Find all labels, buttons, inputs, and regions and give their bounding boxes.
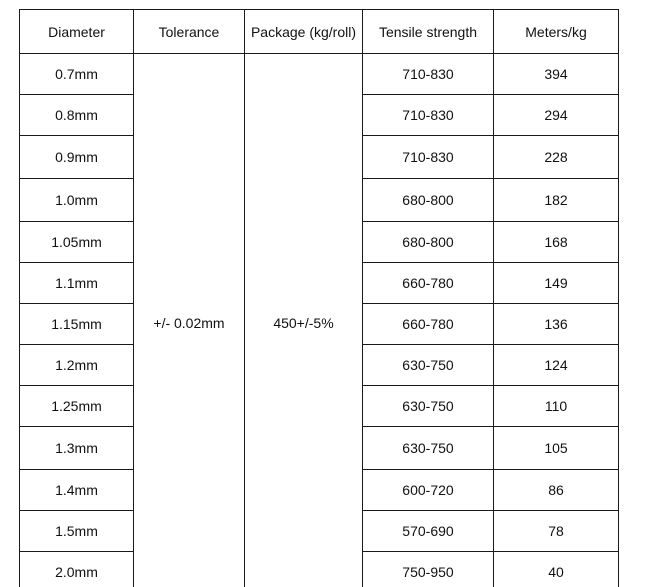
cell-tensile-strength: 660-780	[363, 263, 494, 304]
cell-diameter: 1.4mm	[20, 470, 134, 511]
table-row	[20, 54, 619, 95]
cell-diameter: 0.8mm	[20, 95, 134, 136]
header-diameter: Diameter	[20, 10, 134, 54]
header-meters-per-kg: Meters/kg	[494, 10, 619, 54]
cell-meters-per-kg: 86	[494, 470, 619, 511]
cell-tensile-strength: 600-720	[363, 470, 494, 511]
cell-tensile-strength: 750-950	[363, 552, 494, 587]
header-tolerance: Tolerance	[134, 10, 245, 54]
cell-meters-per-kg: 78	[494, 511, 619, 552]
cell-tensile-strength: 680-800	[363, 179, 494, 222]
cell-tensile-strength: 710-830	[363, 136, 494, 179]
cell-meters-per-kg: 168	[494, 222, 619, 263]
cell-meters-per-kg: 105	[494, 427, 619, 470]
cell-meters-per-kg: 394	[494, 54, 619, 95]
cell-meters-per-kg: 182	[494, 179, 619, 222]
cell-tensile-strength: 630-750	[363, 427, 494, 470]
spec-table	[19, 9, 619, 587]
cell-diameter: 0.7mm	[20, 54, 134, 95]
cell-diameter: 1.25mm	[20, 386, 134, 427]
cell-diameter: 1.5mm	[20, 511, 134, 552]
table-header	[20, 10, 619, 54]
cell-tensile-strength: 710-830	[363, 95, 494, 136]
cell-meters-per-kg: 110	[494, 386, 619, 427]
cell-diameter: 1.2mm	[20, 345, 134, 386]
cell-diameter: 1.05mm	[20, 222, 134, 263]
cell-tensile-strength: 710-830	[363, 54, 494, 95]
cell-diameter: 2.0mm	[20, 552, 134, 587]
cell-meters-per-kg: 136	[494, 304, 619, 345]
header-package: Package (kg/roll)	[245, 10, 363, 54]
cell-tensile-strength: 570-690	[363, 511, 494, 552]
cell-meters-per-kg: 40	[494, 552, 619, 587]
table-body	[20, 54, 619, 587]
cell-diameter: 1.1mm	[20, 263, 134, 304]
cell-package: 450+/-5%	[245, 54, 363, 587]
cell-tensile-strength: 660-780	[363, 304, 494, 345]
header-tensile-strength: Tensile strength	[363, 10, 494, 54]
cell-diameter: 1.3mm	[20, 427, 134, 470]
cell-diameter: 1.0mm	[20, 179, 134, 222]
cell-meters-per-kg: 124	[494, 345, 619, 386]
cell-meters-per-kg: 228	[494, 136, 619, 179]
cell-tensile-strength: 630-750	[363, 386, 494, 427]
header-row	[20, 10, 619, 54]
cell-tensile-strength: 680-800	[363, 222, 494, 263]
cell-meters-per-kg: 149	[494, 263, 619, 304]
cell-diameter: 0.9mm	[20, 136, 134, 179]
cell-tolerance: +/- 0.02mm	[134, 54, 245, 587]
cell-diameter: 1.15mm	[20, 304, 134, 345]
cell-meters-per-kg: 294	[494, 95, 619, 136]
cell-tensile-strength: 630-750	[363, 345, 494, 386]
